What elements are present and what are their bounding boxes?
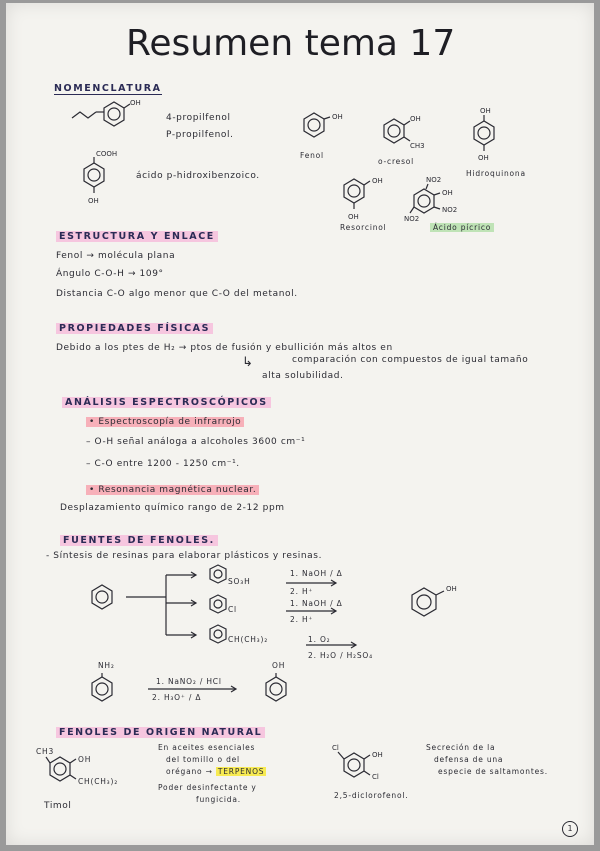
svg-text:OH: OH [332, 113, 343, 121]
r3-cond-2: 2. H₂O / H₂SO₄ [308, 651, 373, 660]
r2-substituent: Cl [228, 605, 237, 614]
label-diclorofenol: 2,5-diclorofenol. [334, 791, 409, 800]
hidroquinona-structure [468, 107, 518, 161]
svg-text:OH: OH [88, 197, 99, 205]
diclorofenol-structure [332, 743, 402, 791]
diaz-cond-2: 2. H₃O⁺ / Δ [152, 693, 202, 702]
label-resorcinol: Resorcinol [340, 223, 387, 232]
timol-isopropyl: CH(CH₃)₂ [78, 777, 119, 786]
propylphenol-structure [68, 98, 148, 138]
natural-text-5: fungicida. [196, 795, 241, 804]
svg-text:OH: OH [130, 99, 141, 107]
natural-text-4: Poder desinfectante y [158, 783, 257, 792]
timol-ch3: CH3 [36, 747, 55, 756]
r1-cond-1: 1. NaOH / Δ [290, 569, 343, 578]
svg-text:CH3: CH3 [410, 142, 425, 150]
p-hidroxibenzoico-structure [76, 147, 126, 209]
label-hidroquinona: Hidroquinona [466, 169, 526, 178]
fuentes-line: - Síntesis de resinas para elaborar plásticos y resinas. [46, 551, 323, 561]
secrecion-3: especie de saltamontes. [438, 767, 548, 776]
label-nh2: NH₂ [98, 661, 115, 670]
label-timol: Timol [44, 801, 72, 811]
analisis-ir-line-2: – C-O entre 1200 - 1250 cm⁻¹. [86, 459, 240, 469]
analisis-ir: • Espectroscopía de infrarrojo [86, 417, 244, 427]
label-fenol: Fenol [300, 151, 324, 160]
svg-text:NO2: NO2 [404, 215, 420, 223]
heading-analisis: ANÁLISIS ESPECTROSCÓPICOS [62, 397, 271, 408]
name-p-propilfenol: P-propilfenol. [166, 130, 234, 140]
r3-cond-1: 1. O₂ [308, 635, 331, 644]
acido-picrico-structure [402, 175, 472, 225]
svg-text:OH: OH [348, 213, 359, 221]
natural-text-1: En aceites esenciales [158, 743, 256, 752]
heading-natural: FENOLES DE ORIGEN NATURAL [56, 727, 265, 738]
timol-oh: OH [78, 755, 92, 764]
analisis-rmn-line: Desplazamiento químico rango de 2-12 ppm [60, 503, 285, 513]
propiedades-line-1: Debido a los ptes de H₂ → ptos de fusión y ebullición más altos en [56, 343, 393, 353]
r2-cond-1: 1. NaOH / Δ [290, 599, 343, 608]
estructura-line-2: Ángulo C-O-H → 109° [56, 269, 164, 279]
svg-text:OH: OH [478, 154, 489, 162]
fenol-structure [298, 111, 358, 151]
svg-text:Cl: Cl [332, 744, 339, 752]
heading-estructura: ESTRUCTURA Y ENLACE [56, 231, 218, 242]
svg-text:Cl: Cl [372, 773, 379, 781]
secrecion-1: Secreción de la [426, 743, 496, 752]
natural-text-3: orégano → TERPENOS [166, 767, 265, 776]
resorcinol-structure [338, 175, 398, 225]
svg-text:OH: OH [372, 177, 383, 185]
svg-text:OH: OH [372, 751, 383, 759]
name-4-propilfenol: 4-propilfenol [166, 113, 231, 123]
label-oh-product: OH [272, 661, 286, 670]
svg-text:NO2: NO2 [426, 176, 442, 184]
timol-structure [40, 751, 150, 795]
svg-text:OH: OH [410, 115, 421, 123]
notebook-page [6, 3, 594, 845]
analisis-ir-line-1: – O-H señal análoga a alcoholes 3600 cm⁻¹ [86, 437, 306, 447]
diaz-cond-1: 1. NaNO₂ / HCl [156, 677, 222, 686]
svg-text:OH: OH [480, 107, 491, 115]
label-acido-picrico: Ácido pícrico [430, 223, 494, 232]
heading-nomenclatura: NOMENCLATURA [54, 83, 162, 94]
o-cresol-structure [378, 115, 438, 159]
diazonium-reaction [86, 667, 306, 711]
page-number: 1 [562, 821, 578, 837]
r2-cond-2: 2. H⁺ [290, 615, 314, 624]
r3-substituent: CH(CH₃)₂ [228, 635, 269, 644]
page-title: Resumen tema 17 [126, 23, 456, 64]
svg-text:COOH: COOH [96, 150, 118, 158]
analisis-rmn: • Resonancia magnética nuclear. [86, 485, 259, 495]
secrecion-2: defensa de una [434, 755, 504, 764]
heading-fuentes: FUENTES DE FENOLES. [60, 535, 218, 546]
estructura-line-1: Fenol → molécula plana [56, 251, 176, 261]
arrow-bracket: ↳ [242, 355, 254, 370]
label-acido-hidroxibenzoico: ácido p-hidroxibenzoico. [136, 171, 260, 181]
r1-substituent: SO₃H [228, 577, 251, 586]
r1-cond-2: 2. H⁺ [290, 587, 314, 596]
propiedades-line-2: comparación con compuestos de igual tamaño [292, 355, 529, 365]
estructura-line-3: Distancia C-O algo menor que C-O del metanol. [56, 289, 298, 299]
svg-text:OH: OH [442, 189, 453, 197]
natural-text-2: del tomillo o del [166, 755, 240, 764]
heading-propiedades: PROPIEDADES FÍSICAS [56, 323, 213, 334]
svg-text:OH: OH [446, 585, 457, 593]
label-o-cresol: o-cresol [378, 157, 415, 166]
propiedades-line-3: alta solubilidad. [262, 371, 344, 381]
svg-text:NO2: NO2 [442, 206, 458, 214]
